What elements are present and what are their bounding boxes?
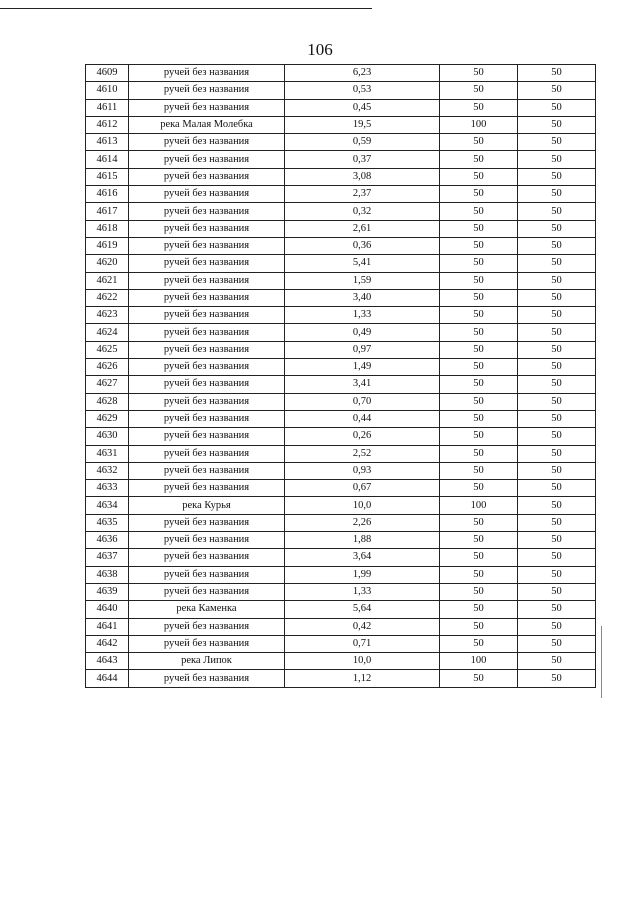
length-cell: 0,42 xyxy=(285,618,440,635)
row-number-cell: 4628 xyxy=(86,393,129,410)
water-body-name-cell: ручей без названия xyxy=(129,186,285,203)
table-row xyxy=(86,220,596,237)
row-number-cell: 4611 xyxy=(86,99,129,116)
coastal-strip-width-cell: 50 xyxy=(518,65,596,82)
row-number-cell: 4626 xyxy=(86,359,129,376)
coastal-strip-width-cell: 50 xyxy=(518,220,596,237)
coastal-strip-width-cell: 50 xyxy=(518,82,596,99)
length-cell: 0,45 xyxy=(285,99,440,116)
scan-margin-mark xyxy=(601,626,602,698)
water-body-name-cell: ручей без названия xyxy=(129,151,285,168)
row-number-cell: 4636 xyxy=(86,532,129,549)
table-row xyxy=(86,134,596,151)
coastal-strip-width-cell: 50 xyxy=(518,514,596,531)
coastal-strip-width-cell: 50 xyxy=(518,601,596,618)
row-number-cell: 4612 xyxy=(86,116,129,133)
row-number-cell: 4643 xyxy=(86,653,129,670)
row-number-cell: 4623 xyxy=(86,307,129,324)
water-body-name-cell: ручей без названия xyxy=(129,670,285,687)
length-cell: 0,37 xyxy=(285,151,440,168)
protection-zone-width-cell: 50 xyxy=(440,549,518,566)
protection-zone-width-cell: 50 xyxy=(440,289,518,306)
coastal-strip-width-cell: 50 xyxy=(518,168,596,185)
protection-zone-width-cell: 50 xyxy=(440,480,518,497)
row-number-cell: 4614 xyxy=(86,151,129,168)
water-body-name-cell: ручей без названия xyxy=(129,376,285,393)
length-cell: 1,99 xyxy=(285,566,440,583)
row-number-cell: 4622 xyxy=(86,289,129,306)
coastal-strip-width-cell: 50 xyxy=(518,410,596,427)
row-number-cell: 4637 xyxy=(86,549,129,566)
coastal-strip-width-cell: 50 xyxy=(518,462,596,479)
row-number-cell: 4641 xyxy=(86,618,129,635)
table-row xyxy=(86,341,596,358)
row-number-cell: 4634 xyxy=(86,497,129,514)
length-cell: 2,26 xyxy=(285,514,440,531)
table-row xyxy=(86,462,596,479)
water-body-name-cell: ручей без названия xyxy=(129,359,285,376)
table-body xyxy=(86,65,596,688)
water-body-name-cell: река Малая Молебка xyxy=(129,116,285,133)
coastal-strip-width-cell: 50 xyxy=(518,480,596,497)
length-cell: 5,41 xyxy=(285,255,440,272)
table-row xyxy=(86,307,596,324)
length-cell: 1,33 xyxy=(285,583,440,600)
water-body-name-cell: ручей без названия xyxy=(129,583,285,600)
length-cell: 3,41 xyxy=(285,376,440,393)
water-body-name-cell: ручей без названия xyxy=(129,635,285,652)
table-row xyxy=(86,255,596,272)
water-body-name-cell: ручей без названия xyxy=(129,99,285,116)
length-cell: 3,64 xyxy=(285,549,440,566)
row-number-cell: 4631 xyxy=(86,445,129,462)
protection-zone-width-cell: 50 xyxy=(440,566,518,583)
length-cell: 10,0 xyxy=(285,497,440,514)
length-cell: 6,23 xyxy=(285,65,440,82)
water-bodies-table xyxy=(85,64,596,688)
water-body-name-cell: ручей без названия xyxy=(129,220,285,237)
row-number-cell: 4613 xyxy=(86,134,129,151)
row-number-cell: 4616 xyxy=(86,186,129,203)
row-number-cell: 4609 xyxy=(86,65,129,82)
water-body-name-cell: ручей без названия xyxy=(129,410,285,427)
row-number-cell: 4617 xyxy=(86,203,129,220)
water-body-name-cell: ручей без названия xyxy=(129,168,285,185)
water-body-name-cell: ручей без названия xyxy=(129,272,285,289)
row-number-cell: 4640 xyxy=(86,601,129,618)
protection-zone-width-cell: 50 xyxy=(440,514,518,531)
table-row xyxy=(86,670,596,687)
water-body-name-cell: ручей без названия xyxy=(129,341,285,358)
table-row xyxy=(86,65,596,82)
table-row xyxy=(86,514,596,531)
length-cell: 0,97 xyxy=(285,341,440,358)
water-body-name-cell: ручей без названия xyxy=(129,532,285,549)
row-number-cell: 4618 xyxy=(86,220,129,237)
table-row xyxy=(86,99,596,116)
coastal-strip-width-cell: 50 xyxy=(518,549,596,566)
coastal-strip-width-cell: 50 xyxy=(518,670,596,687)
length-cell: 1,59 xyxy=(285,272,440,289)
protection-zone-width-cell: 50 xyxy=(440,255,518,272)
length-cell: 10,0 xyxy=(285,653,440,670)
length-cell: 0,32 xyxy=(285,203,440,220)
coastal-strip-width-cell: 50 xyxy=(518,272,596,289)
coastal-strip-width-cell: 50 xyxy=(518,497,596,514)
water-body-name-cell: ручей без названия xyxy=(129,255,285,272)
protection-zone-width-cell: 50 xyxy=(440,359,518,376)
water-body-name-cell: ручей без названия xyxy=(129,462,285,479)
length-cell: 1,88 xyxy=(285,532,440,549)
table-row xyxy=(86,428,596,445)
coastal-strip-width-cell: 50 xyxy=(518,393,596,410)
length-cell: 0,59 xyxy=(285,134,440,151)
table-row xyxy=(86,410,596,427)
water-body-name-cell: река Курья xyxy=(129,497,285,514)
length-cell: 3,40 xyxy=(285,289,440,306)
coastal-strip-width-cell: 50 xyxy=(518,618,596,635)
table-row xyxy=(86,532,596,549)
water-body-name-cell: ручей без названия xyxy=(129,65,285,82)
coastal-strip-width-cell: 50 xyxy=(518,186,596,203)
table-row xyxy=(86,393,596,410)
protection-zone-width-cell: 50 xyxy=(440,393,518,410)
protection-zone-width-cell: 50 xyxy=(440,237,518,254)
length-cell: 0,67 xyxy=(285,480,440,497)
coastal-strip-width-cell: 50 xyxy=(518,341,596,358)
water-body-name-cell: ручей без названия xyxy=(129,566,285,583)
protection-zone-width-cell: 50 xyxy=(440,618,518,635)
table-row xyxy=(86,445,596,462)
coastal-strip-width-cell: 50 xyxy=(518,583,596,600)
length-cell: 0,49 xyxy=(285,324,440,341)
protection-zone-width-cell: 50 xyxy=(440,462,518,479)
coastal-strip-width-cell: 50 xyxy=(518,324,596,341)
coastal-strip-width-cell: 50 xyxy=(518,532,596,549)
table-row xyxy=(86,635,596,652)
length-cell: 0,26 xyxy=(285,428,440,445)
coastal-strip-width-cell: 50 xyxy=(518,289,596,306)
table-row xyxy=(86,497,596,514)
protection-zone-width-cell: 50 xyxy=(440,670,518,687)
coastal-strip-width-cell: 50 xyxy=(518,255,596,272)
protection-zone-width-cell: 50 xyxy=(440,635,518,652)
water-body-name-cell: ручей без названия xyxy=(129,307,285,324)
table-row xyxy=(86,549,596,566)
coastal-strip-width-cell: 50 xyxy=(518,653,596,670)
table-row xyxy=(86,601,596,618)
row-number-cell: 4630 xyxy=(86,428,129,445)
water-body-name-cell: ручей без названия xyxy=(129,289,285,306)
table-row xyxy=(86,359,596,376)
table-row xyxy=(86,289,596,306)
length-cell: 0,53 xyxy=(285,82,440,99)
coastal-strip-width-cell: 50 xyxy=(518,203,596,220)
length-cell: 0,36 xyxy=(285,237,440,254)
protection-zone-width-cell: 50 xyxy=(440,134,518,151)
table-row xyxy=(86,653,596,670)
table-row xyxy=(86,618,596,635)
table-row xyxy=(86,116,596,133)
table-row xyxy=(86,272,596,289)
coastal-strip-width-cell: 50 xyxy=(518,134,596,151)
protection-zone-width-cell: 50 xyxy=(440,307,518,324)
water-body-name-cell: ручей без названия xyxy=(129,445,285,462)
coastal-strip-width-cell: 50 xyxy=(518,428,596,445)
water-body-name-cell: ручей без названия xyxy=(129,237,285,254)
protection-zone-width-cell: 50 xyxy=(440,168,518,185)
table-row xyxy=(86,82,596,99)
row-number-cell: 4620 xyxy=(86,255,129,272)
row-number-cell: 4644 xyxy=(86,670,129,687)
table-row xyxy=(86,583,596,600)
protection-zone-width-cell: 50 xyxy=(440,428,518,445)
table-row xyxy=(86,151,596,168)
protection-zone-width-cell: 50 xyxy=(440,341,518,358)
coastal-strip-width-cell: 50 xyxy=(518,359,596,376)
protection-zone-width-cell: 50 xyxy=(440,65,518,82)
table-row xyxy=(86,480,596,497)
row-number-cell: 4639 xyxy=(86,583,129,600)
table-row xyxy=(86,203,596,220)
protection-zone-width-cell: 50 xyxy=(440,324,518,341)
length-cell: 2,37 xyxy=(285,186,440,203)
protection-zone-width-cell: 50 xyxy=(440,99,518,116)
length-cell: 0,71 xyxy=(285,635,440,652)
water-body-name-cell: ручей без названия xyxy=(129,203,285,220)
row-number-cell: 4627 xyxy=(86,376,129,393)
length-cell: 19,5 xyxy=(285,116,440,133)
row-number-cell: 4629 xyxy=(86,410,129,427)
length-cell: 2,61 xyxy=(285,220,440,237)
protection-zone-width-cell: 50 xyxy=(440,410,518,427)
row-number-cell: 4619 xyxy=(86,237,129,254)
row-number-cell: 4633 xyxy=(86,480,129,497)
row-number-cell: 4621 xyxy=(86,272,129,289)
row-number-cell: 4642 xyxy=(86,635,129,652)
length-cell: 1,49 xyxy=(285,359,440,376)
protection-zone-width-cell: 100 xyxy=(440,497,518,514)
row-number-cell: 4610 xyxy=(86,82,129,99)
row-number-cell: 4635 xyxy=(86,514,129,531)
length-cell: 1,33 xyxy=(285,307,440,324)
table-row xyxy=(86,376,596,393)
protection-zone-width-cell: 50 xyxy=(440,151,518,168)
protection-zone-width-cell: 100 xyxy=(440,116,518,133)
protection-zone-width-cell: 50 xyxy=(440,82,518,99)
water-body-name-cell: ручей без названия xyxy=(129,134,285,151)
table-row xyxy=(86,168,596,185)
length-cell: 2,52 xyxy=(285,445,440,462)
water-body-name-cell: ручей без названия xyxy=(129,514,285,531)
water-body-name-cell: река Каменка xyxy=(129,601,285,618)
protection-zone-width-cell: 50 xyxy=(440,272,518,289)
coastal-strip-width-cell: 50 xyxy=(518,376,596,393)
coastal-strip-width-cell: 50 xyxy=(518,237,596,254)
protection-zone-width-cell: 50 xyxy=(440,445,518,462)
water-body-name-cell: ручей без названия xyxy=(129,82,285,99)
water-body-name-cell: ручей без названия xyxy=(129,324,285,341)
coastal-strip-width-cell: 50 xyxy=(518,151,596,168)
row-number-cell: 4638 xyxy=(86,566,129,583)
length-cell: 0,93 xyxy=(285,462,440,479)
protection-zone-width-cell: 50 xyxy=(440,220,518,237)
coastal-strip-width-cell: 50 xyxy=(518,566,596,583)
protection-zone-width-cell: 50 xyxy=(440,601,518,618)
length-cell: 0,44 xyxy=(285,410,440,427)
row-number-cell: 4625 xyxy=(86,341,129,358)
water-body-name-cell: ручей без названия xyxy=(129,428,285,445)
table-row xyxy=(86,566,596,583)
water-body-name-cell: ручей без названия xyxy=(129,549,285,566)
row-number-cell: 4615 xyxy=(86,168,129,185)
coastal-strip-width-cell: 50 xyxy=(518,116,596,133)
length-cell: 3,08 xyxy=(285,168,440,185)
coastal-strip-width-cell: 50 xyxy=(518,635,596,652)
page-number: 106 xyxy=(307,40,333,59)
water-body-name-cell: река Липок xyxy=(129,653,285,670)
length-cell: 0,70 xyxy=(285,393,440,410)
row-number-cell: 4632 xyxy=(86,462,129,479)
table-row xyxy=(86,237,596,254)
protection-zone-width-cell: 100 xyxy=(440,653,518,670)
protection-zone-width-cell: 50 xyxy=(440,532,518,549)
protection-zone-width-cell: 50 xyxy=(440,583,518,600)
coastal-strip-width-cell: 50 xyxy=(518,445,596,462)
protection-zone-width-cell: 50 xyxy=(440,376,518,393)
row-number-cell: 4624 xyxy=(86,324,129,341)
table-row xyxy=(86,186,596,203)
length-cell: 1,12 xyxy=(285,670,440,687)
length-cell: 5,64 xyxy=(285,601,440,618)
coastal-strip-width-cell: 50 xyxy=(518,99,596,116)
protection-zone-width-cell: 50 xyxy=(440,186,518,203)
table-row xyxy=(86,324,596,341)
protection-zone-width-cell: 50 xyxy=(440,203,518,220)
coastal-strip-width-cell: 50 xyxy=(518,307,596,324)
water-body-name-cell: ручей без названия xyxy=(129,480,285,497)
water-body-name-cell: ручей без названия xyxy=(129,618,285,635)
water-body-name-cell: ручей без названия xyxy=(129,393,285,410)
scan-edge-line xyxy=(0,8,372,9)
